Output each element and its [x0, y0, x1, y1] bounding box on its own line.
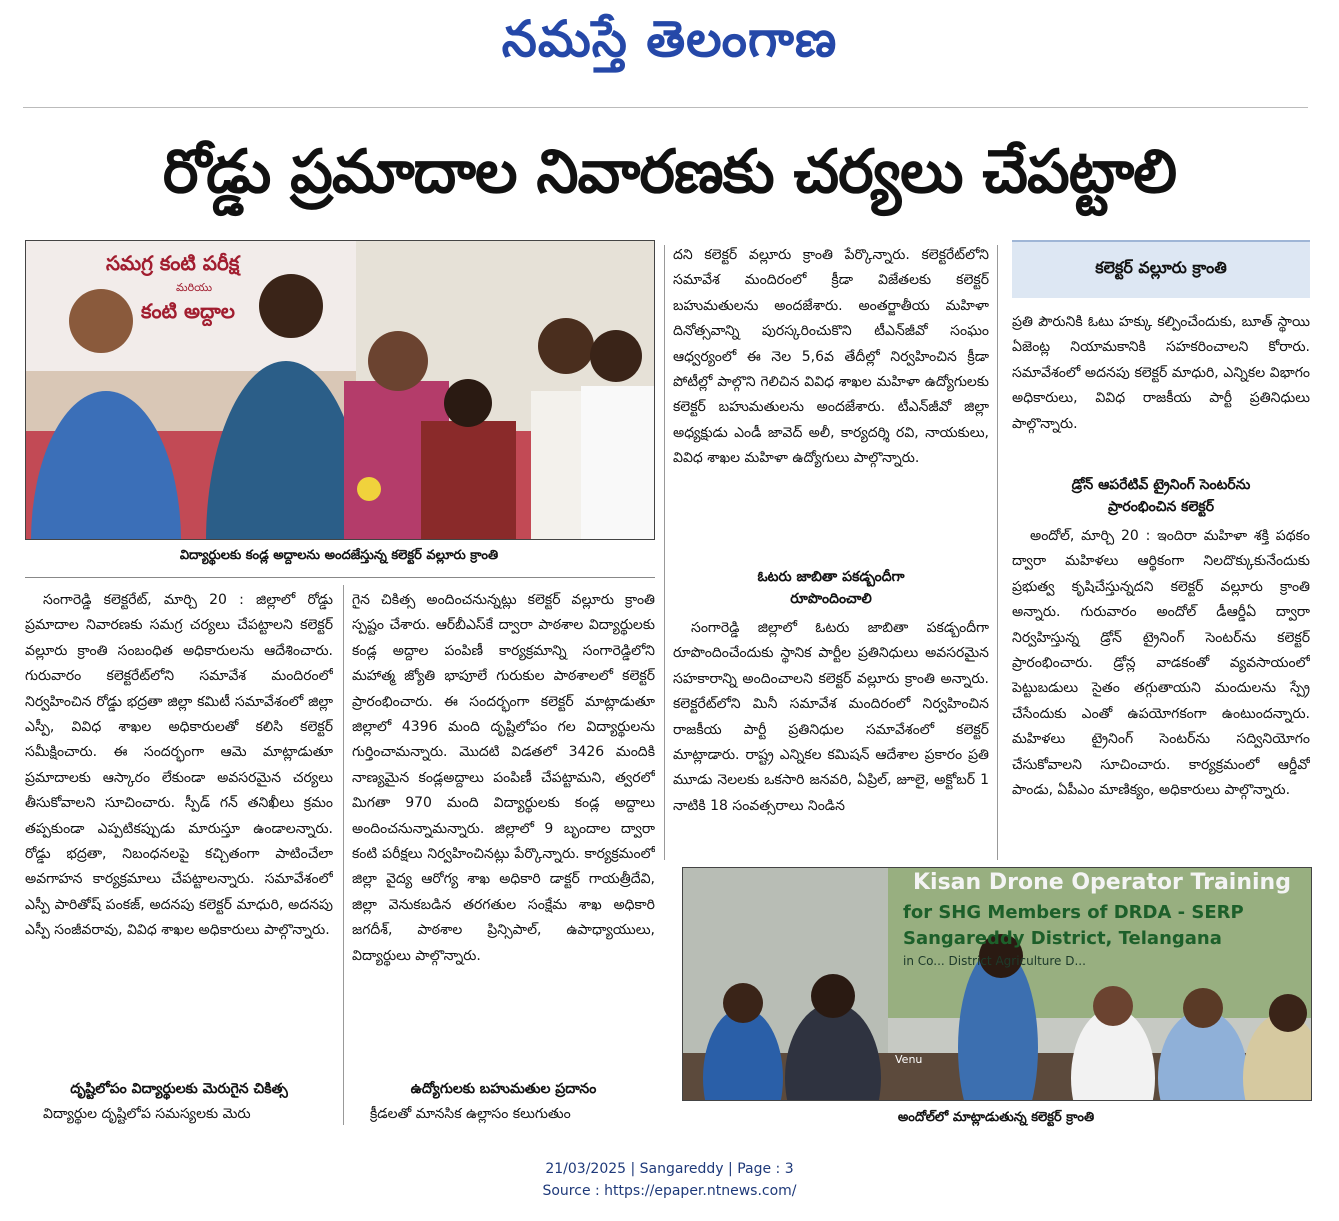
prizes-paragraph: దని కలెక్టర్ వల్లూరు క్రాంతి పేర్కొన్నారు. కలెక్టరేట్‌లోని సమావేశ మందిరంలో క్రీడా విజేతలకు కలెక్టర్ బహుమతులను అందజేశారు. అంతర్జాతీయ మహిళా దినోత్సవాన్ని పురస్కరించుకొని టీఎన్‌జీవో సంఘం ఆధ్వర్యంలో ఈ నెల 5,6వ తేదీల్లో నిర్వహించిన క్రీడా పోటీల్లో పాల్గొని గెలిచిన వివిధ శాఖల మహిళా ఉద్యోగులకు కలెక్టర్ బహుమతులను అందజేశారు. టీఎన్‌జీవో జిల్లా అధ్యక్షుడు ఎండీ జావెద్ అలీ, కార్యదర్శి రవి, నాయకులు, వివిధ శాఖల మహిళా ఉద్యోగులు పాల్గొన్నారు.: [673, 247, 989, 467]
eye-camp-photo-image: [26, 241, 654, 539]
column-separator: [343, 585, 344, 1125]
footer-source-link[interactable]: Source : https://epaper.ntnews.com/: [542, 1183, 797, 1199]
article-column-2: [352, 588, 655, 1073]
subheading-vision-treatment: దృష్టిలోపం విద్యార్థులకు మెరుగైన చికిత్స: [70, 1081, 288, 1097]
drone-banner-title: Kisan Drone Operator Training: [913, 870, 1291, 895]
subheading-voter-list-line2: రూపొందించాలి: [790, 591, 872, 607]
article-column-4: [1012, 310, 1310, 472]
subheading-employee-prizes: ఉద్యోగులకు బహుమతుల ప్రదానం: [410, 1081, 597, 1097]
article-column-3-lower: [673, 616, 989, 864]
collector-paragraph: ప్రతి పౌరునికి ఓటు హక్కు కల్పించేందుకు, బూత్ స్థాయి ఏజెంట్ల నియామకానికి సహకరించాలని కోరారు. సమావేశంలో అదనపు కలెక్టర్ మాధురి, ఎన్నికల విభాగం అధికారులు, వివిధ రాజకీయ పార్టీ ప్రతినిధులు పాల్గొన్నారు.: [1012, 314, 1310, 432]
road-safety-paragraph: సంగారెడ్డి కలెక్టరేట్, మార్చి 20 : జిల్లాలో రోడ్డు ప్రమాదాల నివారణకు సమగ్ర చర్యలు చేపట్టాలని కలెక్టర్ వల్లూరు క్రాంతి సంబంధిత అధికారులను ఆదేశించారు. గురువారం కలెక్టరేట్‌లోని సమావేశ మందిరంలో నిర్వహించిన రోడ్డు భద్రతా జిల్లా కమిటీ సమావేశంలో జిల్లా ఎస్పీ, వివిధ శాఖల అధికారులతో కలిసి కలెక్టర్ సమీక్షించారు. ఈ సందర్భంగా ఆమె మాట్లాడుతూ ప్రమాదాలకు ఆస్కారం లేకుండా అవసరమైన చర్యలు తీసుకోవాలని సూచించారు. స్పీడ్ గన్ తనిఖీలు క్రమం తప్పకుండా ఎప్పటికప్పుడు మారుస్తూ ఉండాలన్నారు. రోడ్డు భద్రతా, నిబంధనలపై కచ్చితంగా పాటించేలా అవగాహన కార్యక్రమాలు చేపట్టాలన్నారు. సమావేశంలో ఎస్పీ పారితోష్ పంకజ్, అదనపు కలెక్టర్ మాధురి, అదనపు ఎస్పీ సంజీవరావు, వివిధ శాఖల అధికారులు పాల్గొన్నారు.: [25, 592, 333, 939]
eye-camp-banner-sub: మరియు: [176, 281, 213, 294]
drone-banner-line4: in Co... District Agriculture D...: [903, 954, 1086, 968]
article-column-2-continued: [352, 1102, 655, 1128]
vision-paragraph: గైన చికిత్స అందించనున్నట్లు కలెక్టర్ వల్లూరు క్రాంతి స్పష్టం చేశారు. ఆర్‌బీఎస్‌కే ద్వారా పాఠశాల విద్యార్థులకు కండ్ల అద్దాల పంపిణీ కార్యక్రమాన్ని సంగారెడ్డిలోని మహాత్మ జ్యోతి భాపూలే గురుకుల పాఠశాలలో కలెక్టర్ ప్రారంభించారు. ఈ సందర్భంగా కలెక్టర్ మాట్లాడుతూ జిల్లాలో 4396 మంది దృష్టిలోపం గల విద్యార్థులను గుర్తించామన్నారు. మొదటి విడతలో 3426 మందికి నాణ్యమైన కండ్లఅద్దాలు పంపిణీ చేపట్టామని, త్వరలో మిగతా 970 మంది విద్యార్థులకు కండ్ల అద్దాలు అందించనున్నామన్నారు. జిల్లాలో 9 బృందాల ద్వారా కంటి పరీక్షలు నిర్వహించినట్లు పేర్కొన్నారు. కార్యక్రమంలో జిల్లా వైద్య ఆరోగ్య శాఖ అధికారి డాక్టర్ గాయత్రీదేవి, జిల్లా వెనుకబడిన తరగతుల సంక్షేమ శాఖ అధికారి జగదీశ్, పాఠశాల ప్రిన్సిపాల్, ఉపాధ్యాయులు, విద్యార్థులు పాల్గొన్నారు.: [352, 592, 655, 964]
article-column-1: [25, 588, 333, 1083]
subheading-voter-list-line1: ఓటరు జాబితా పకడ్బందీగా: [757, 569, 905, 585]
newspaper-masthead: నమస్తే తెలంగాణ: [501, 9, 838, 68]
collector-name-box: కలెక్టర్ వల్లూరు క్రాంతి: [1012, 240, 1310, 298]
masthead-divider: [23, 107, 1308, 108]
caption-underline: [25, 577, 655, 578]
article-headline: రోడ్డు ప్రమాదాల నివారణకు చర్యలు చేపట్టాలి: [162, 137, 1177, 207]
voter-list-paragraph: సంగారెడ్డి జిల్లాలో ఓటరు జాబితా పకడ్బందీగా రూపొందించేందుకు స్థానిక పార్టీల ప్రతినిధులు అవసరమైన సహకారాన్ని అందించాలని కలెక్టర్ వల్లూరు క్రాంతి అన్నారు. కలెక్టరేట్‌లోని మినీ సమావేశ మందిరంలో నిర్వహించిన రాజకీయ పార్టీ ప్రతినిధుల సమావేశంలో కలెక్టర్ మాట్లాడారు. రాష్ట్ర ఎన్నికల కమిషన్ ఆదేశాల ప్రకారం ప్రతి మూడు నెలలకు ఒకసారి జనవరి, ఏప్రిల్, జూలై, అక్టోబర్ 1 నాటికి 18 సంవత్సరాలు నిండిన: [673, 620, 989, 814]
footer-date-edition: 21/03/2025 | Sangareddy | Page : 3: [545, 1161, 794, 1177]
subheading-voter-list: [673, 566, 989, 610]
drone-center-paragraph: అందోల్, మార్చి 20 : ఇందిరా మహిళా శక్తి పథకం ద్వారా మహిళలు ఆర్థికంగా నిలదొక్కుకునేందుకు ప్రభుత్వ కృషిచేస్తున్నదని కలెక్టర్ వల్లూరు క్రాంతి అన్నారు. గురువారం అందోల్ డీఆర్డీఏ ద్వారా నిర్వహిస్తున్న డ్రోన్ ట్రైనింగ్ సెంటర్‌ను కలెక్టర్ ప్రారంభించారు. డ్రోన్ల వాడకంతో వ్యవసాయంలో పెట్టుబడులు సైతం తగ్గుతాయని మందులను స్ప్రే చేసేందుకు ఎంతో ఉపయోగకంగా ఉంటుందన్నారు. మహిళలు ట్రైనింగ్ సెంటర్‌ను సద్వినియోగం చేసుకోవాలని సూచించారు. కార్యక్రమంలో ఆర్డీవో పాండు, ఏపీఎం మాణిక్యం, అధికారులు పాల్గొన్నారు.: [1012, 528, 1310, 799]
prizes-paragraph-start: క్రీడలతో మానసిక ఉల్లాసం కలుగుతుం: [370, 1106, 571, 1122]
column-separator: [997, 245, 998, 860]
page-footer: [0, 1158, 1339, 1202]
subheading-drone-center: [1012, 474, 1310, 518]
drone-banner-line3: Sangareddy District, Telangana: [903, 928, 1222, 949]
eye-camp-photo: [25, 240, 655, 540]
column-separator: [664, 245, 665, 860]
subheading-drone-center-line1: డ్రోన్ ఆపరేటివ్ ట్రైనింగ్ సెంటర్‌ను: [1071, 477, 1251, 493]
article-column-3: [673, 243, 989, 556]
subheading-drone-center-line2: ప్రారంభించిన కలెక్టర్: [1108, 499, 1214, 515]
eye-camp-banner-title: సమగ్ర కంటి పరీక్ష: [106, 251, 240, 275]
drone-banner-line5: Venu: [895, 1053, 923, 1066]
article-column-1-continued: [25, 1102, 333, 1128]
vision-paragraph-start: విద్యార్థుల దృష్టిలోప సమస్యలకు మెరు: [43, 1106, 251, 1122]
article-column-4-lower: [1012, 524, 1310, 869]
drone-training-photo: [682, 867, 1312, 1101]
eye-camp-caption: విద్యార్థులకు కండ్ల అద్దాలను అందజేస్తున్న కలెక్టర్ వల్లూరు క్రాంతి: [179, 548, 499, 563]
eye-camp-banner-line3: కంటి అద్దాల: [141, 299, 235, 323]
drone-banner-line2: for SHG Members of DRDA - SERP: [903, 902, 1244, 923]
drone-training-caption: అందోల్‌లో మాట్లాడుతున్న కలెక్టర్ క్రాంతి: [897, 1110, 1095, 1125]
